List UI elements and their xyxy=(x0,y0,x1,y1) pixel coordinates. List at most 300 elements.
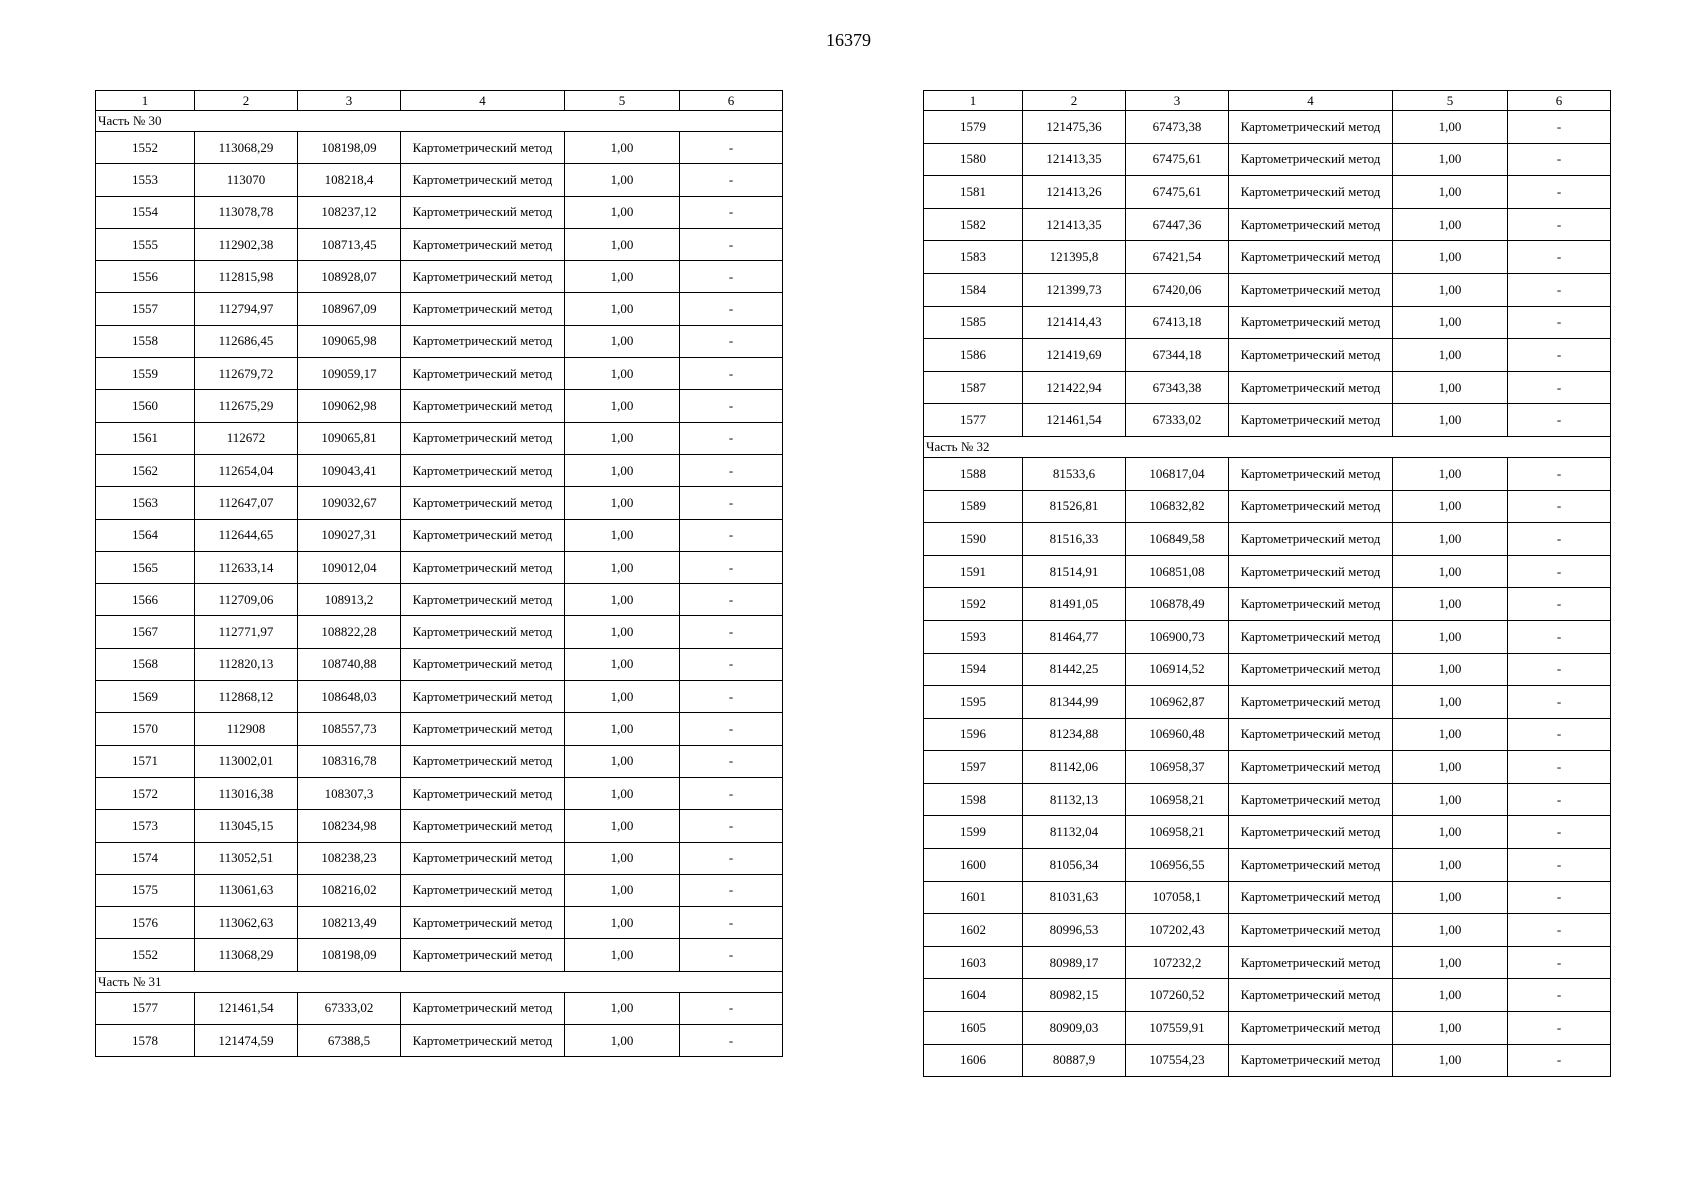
x-coordinate-cell: 113062,63 xyxy=(195,907,298,939)
x-coordinate-cell: 80982,15 xyxy=(1023,979,1126,1012)
description-cell: - xyxy=(680,228,783,260)
accuracy-cell: 1,00 xyxy=(1393,208,1508,241)
y-coordinate-cell: 109027,31 xyxy=(298,519,401,551)
description-cell: - xyxy=(1508,979,1611,1012)
accuracy-cell: 1,00 xyxy=(1393,457,1508,490)
coordinates-table-right xyxy=(923,90,1611,1077)
x-coordinate-cell: 112820,13 xyxy=(195,648,298,680)
point-number-cell: 1558 xyxy=(96,325,195,357)
method-cell: Картометрический метод xyxy=(401,777,565,809)
description-cell: - xyxy=(680,454,783,486)
y-coordinate-cell: 67344,18 xyxy=(1126,339,1229,372)
y-coordinate-cell: 67421,54 xyxy=(1126,241,1229,274)
x-coordinate-cell: 112709,06 xyxy=(195,584,298,616)
description-cell: - xyxy=(1508,946,1611,979)
point-number-cell: 1599 xyxy=(924,816,1023,849)
column-header: 3 xyxy=(298,91,401,111)
description-cell: - xyxy=(1508,371,1611,404)
column-header: 6 xyxy=(1508,91,1611,111)
method-cell: Картометрический метод xyxy=(1229,1044,1393,1077)
description-cell: - xyxy=(680,519,783,551)
accuracy-cell: 1,00 xyxy=(565,992,680,1024)
description-cell: - xyxy=(1508,555,1611,588)
point-number-cell: 1593 xyxy=(924,620,1023,653)
x-coordinate-cell: 81533,6 xyxy=(1023,457,1126,490)
method-cell: Картометрический метод xyxy=(1229,751,1393,784)
description-cell: - xyxy=(1508,686,1611,719)
header-row xyxy=(96,91,783,111)
point-number-cell: 1597 xyxy=(924,751,1023,784)
table-row xyxy=(924,686,1611,719)
y-coordinate-cell: 108237,12 xyxy=(298,196,401,228)
table-row xyxy=(96,777,783,809)
point-number-cell: 1588 xyxy=(924,457,1023,490)
accuracy-cell: 1,00 xyxy=(565,293,680,325)
description-cell: - xyxy=(1508,914,1611,947)
table-row xyxy=(924,143,1611,176)
description-cell: - xyxy=(1508,1044,1611,1077)
accuracy-cell: 1,00 xyxy=(1393,783,1508,816)
x-coordinate-cell: 81514,91 xyxy=(1023,555,1126,588)
accuracy-cell: 1,00 xyxy=(565,777,680,809)
x-coordinate-cell: 121414,43 xyxy=(1023,306,1126,339)
description-cell: - xyxy=(1508,306,1611,339)
table-row xyxy=(924,176,1611,209)
part-heading: Часть № 31 xyxy=(96,971,783,992)
x-coordinate-cell: 113078,78 xyxy=(195,196,298,228)
method-cell: Картометрический метод xyxy=(401,992,565,1024)
table-row xyxy=(924,588,1611,621)
x-coordinate-cell: 121413,26 xyxy=(1023,176,1126,209)
column-header: 2 xyxy=(1023,91,1126,111)
description-cell: - xyxy=(680,358,783,390)
method-cell: Картометрический метод xyxy=(1229,1012,1393,1045)
y-coordinate-cell: 67333,02 xyxy=(1126,404,1229,437)
description-cell: - xyxy=(1508,751,1611,784)
method-cell: Картометрический метод xyxy=(401,164,565,196)
method-cell: Картометрический метод xyxy=(401,293,565,325)
method-cell: Картометрический метод xyxy=(401,584,565,616)
table-row xyxy=(924,653,1611,686)
part-heading-row xyxy=(96,111,783,132)
accuracy-cell: 1,00 xyxy=(1393,653,1508,686)
method-cell: Картометрический метод xyxy=(1229,620,1393,653)
x-coordinate-cell: 121413,35 xyxy=(1023,143,1126,176)
point-number-cell: 1579 xyxy=(924,111,1023,144)
accuracy-cell: 1,00 xyxy=(1393,881,1508,914)
x-coordinate-cell: 113002,01 xyxy=(195,745,298,777)
table-row xyxy=(96,325,783,357)
description-cell: - xyxy=(680,648,783,680)
point-number-cell: 1583 xyxy=(924,241,1023,274)
part-heading-row xyxy=(924,436,1611,457)
description-cell: - xyxy=(680,325,783,357)
part-heading: Часть № 32 xyxy=(924,436,1611,457)
point-number-cell: 1587 xyxy=(924,371,1023,404)
method-cell: Картометрический метод xyxy=(1229,490,1393,523)
point-number-cell: 1568 xyxy=(96,648,195,680)
accuracy-cell: 1,00 xyxy=(565,874,680,906)
y-coordinate-cell: 106956,55 xyxy=(1126,849,1229,882)
method-cell: Картометрический метод xyxy=(401,325,565,357)
table-row xyxy=(96,454,783,486)
x-coordinate-cell: 113045,15 xyxy=(195,810,298,842)
table-row xyxy=(96,681,783,713)
point-number-cell: 1605 xyxy=(924,1012,1023,1045)
y-coordinate-cell: 106958,37 xyxy=(1126,751,1229,784)
point-number-cell: 1582 xyxy=(924,208,1023,241)
method-cell: Картометрический метод xyxy=(1229,143,1393,176)
y-coordinate-cell: 108198,09 xyxy=(298,132,401,164)
x-coordinate-cell: 112644,65 xyxy=(195,519,298,551)
accuracy-cell: 1,00 xyxy=(1393,588,1508,621)
point-number-cell: 1590 xyxy=(924,523,1023,556)
accuracy-cell: 1,00 xyxy=(565,325,680,357)
table-row xyxy=(924,881,1611,914)
method-cell: Картометрический метод xyxy=(401,842,565,874)
description-cell: - xyxy=(1508,208,1611,241)
description-cell: - xyxy=(1508,881,1611,914)
method-cell: Картометрический метод xyxy=(401,939,565,971)
accuracy-cell: 1,00 xyxy=(1393,143,1508,176)
point-number-cell: 1586 xyxy=(924,339,1023,372)
method-cell: Картометрический метод xyxy=(1229,306,1393,339)
point-number-cell: 1589 xyxy=(924,490,1023,523)
accuracy-cell: 1,00 xyxy=(565,584,680,616)
method-cell: Картометрический метод xyxy=(1229,816,1393,849)
part-heading-row xyxy=(96,971,783,992)
description-cell: - xyxy=(1508,816,1611,849)
accuracy-cell: 1,00 xyxy=(565,164,680,196)
column-header: 4 xyxy=(1229,91,1393,111)
y-coordinate-cell: 108913,2 xyxy=(298,584,401,616)
y-coordinate-cell: 106878,49 xyxy=(1126,588,1229,621)
table-body-left xyxy=(96,111,783,1057)
page-number: 16379 xyxy=(826,30,871,50)
x-coordinate-cell: 112686,45 xyxy=(195,325,298,357)
table-row xyxy=(96,874,783,906)
method-cell: Картометрический метод xyxy=(1229,555,1393,588)
accuracy-cell: 1,00 xyxy=(1393,686,1508,719)
table-row xyxy=(924,490,1611,523)
method-cell: Картометрический метод xyxy=(401,422,565,454)
point-number-cell: 1562 xyxy=(96,454,195,486)
method-cell: Картометрический метод xyxy=(401,228,565,260)
description-cell: - xyxy=(680,584,783,616)
x-coordinate-cell: 113068,29 xyxy=(195,939,298,971)
method-cell: Картометрический метод xyxy=(401,261,565,293)
x-coordinate-cell: 81442,25 xyxy=(1023,653,1126,686)
table-row xyxy=(924,816,1611,849)
point-number-cell: 1594 xyxy=(924,653,1023,686)
accuracy-cell: 1,00 xyxy=(1393,1012,1508,1045)
y-coordinate-cell: 108218,4 xyxy=(298,164,401,196)
accuracy-cell: 1,00 xyxy=(565,132,680,164)
table-row xyxy=(924,1012,1611,1045)
column-header: 1 xyxy=(924,91,1023,111)
y-coordinate-cell: 107202,43 xyxy=(1126,914,1229,947)
description-cell: - xyxy=(680,777,783,809)
accuracy-cell: 1,00 xyxy=(565,939,680,971)
table-row xyxy=(96,390,783,422)
table-row xyxy=(96,487,783,519)
description-cell: - xyxy=(680,874,783,906)
accuracy-cell: 1,00 xyxy=(1393,339,1508,372)
table-row xyxy=(924,751,1611,784)
point-number-cell: 1571 xyxy=(96,745,195,777)
point-number-cell: 1552 xyxy=(96,132,195,164)
y-coordinate-cell: 67475,61 xyxy=(1126,143,1229,176)
y-coordinate-cell: 108557,73 xyxy=(298,713,401,745)
table-row xyxy=(96,519,783,551)
method-cell: Картометрический метод xyxy=(1229,404,1393,437)
x-coordinate-cell: 81464,77 xyxy=(1023,620,1126,653)
accuracy-cell: 1,00 xyxy=(565,616,680,648)
method-cell: Картометрический метод xyxy=(401,648,565,680)
accuracy-cell: 1,00 xyxy=(1393,523,1508,556)
y-coordinate-cell: 107058,1 xyxy=(1126,881,1229,914)
y-coordinate-cell: 108648,03 xyxy=(298,681,401,713)
method-cell: Картометрический метод xyxy=(1229,881,1393,914)
x-coordinate-cell: 81234,88 xyxy=(1023,718,1126,751)
y-coordinate-cell: 106849,58 xyxy=(1126,523,1229,556)
point-number-cell: 1569 xyxy=(96,681,195,713)
coordinates-table-left xyxy=(95,90,783,1057)
method-cell: Картометрический метод xyxy=(1229,946,1393,979)
method-cell: Картометрический метод xyxy=(1229,208,1393,241)
table-row xyxy=(924,946,1611,979)
y-coordinate-cell: 109012,04 xyxy=(298,551,401,583)
point-number-cell: 1564 xyxy=(96,519,195,551)
point-number-cell: 1604 xyxy=(924,979,1023,1012)
x-coordinate-cell: 113061,63 xyxy=(195,874,298,906)
accuracy-cell: 1,00 xyxy=(1393,718,1508,751)
x-coordinate-cell: 113068,29 xyxy=(195,132,298,164)
y-coordinate-cell: 108198,09 xyxy=(298,939,401,971)
y-coordinate-cell: 106914,52 xyxy=(1126,653,1229,686)
method-cell: Картометрический метод xyxy=(1229,588,1393,621)
method-cell: Картометрический метод xyxy=(401,358,565,390)
column-header: 1 xyxy=(96,91,195,111)
description-cell: - xyxy=(1508,339,1611,372)
point-number-cell: 1576 xyxy=(96,907,195,939)
point-number-cell: 1553 xyxy=(96,164,195,196)
method-cell: Картометрический метод xyxy=(1229,176,1393,209)
method-cell: Картометрический метод xyxy=(1229,371,1393,404)
table-row xyxy=(924,849,1611,882)
description-cell: - xyxy=(680,164,783,196)
y-coordinate-cell: 67447,36 xyxy=(1126,208,1229,241)
description-cell: - xyxy=(1508,620,1611,653)
description-cell: - xyxy=(680,487,783,519)
y-coordinate-cell: 108967,09 xyxy=(298,293,401,325)
y-coordinate-cell: 107232,2 xyxy=(1126,946,1229,979)
table-row xyxy=(96,261,783,293)
description-cell: - xyxy=(680,261,783,293)
description-cell: - xyxy=(680,713,783,745)
table-row xyxy=(96,584,783,616)
description-cell: - xyxy=(1508,404,1611,437)
point-number-cell: 1560 xyxy=(96,390,195,422)
accuracy-cell: 1,00 xyxy=(1393,555,1508,588)
description-cell: - xyxy=(680,132,783,164)
y-coordinate-cell: 106817,04 xyxy=(1126,457,1229,490)
method-cell: Картометрический метод xyxy=(401,810,565,842)
accuracy-cell: 1,00 xyxy=(1393,111,1508,144)
method-cell: Картометрический метод xyxy=(1229,273,1393,306)
accuracy-cell: 1,00 xyxy=(1393,490,1508,523)
accuracy-cell: 1,00 xyxy=(565,487,680,519)
point-number-cell: 1581 xyxy=(924,176,1023,209)
y-coordinate-cell: 107554,23 xyxy=(1126,1044,1229,1077)
x-coordinate-cell: 112868,12 xyxy=(195,681,298,713)
method-cell: Картометрический метод xyxy=(401,454,565,486)
x-coordinate-cell: 112908 xyxy=(195,713,298,745)
part-heading: Часть № 30 xyxy=(96,111,783,132)
table-row xyxy=(924,523,1611,556)
accuracy-cell: 1,00 xyxy=(1393,306,1508,339)
description-cell: - xyxy=(680,196,783,228)
x-coordinate-cell: 121419,69 xyxy=(1023,339,1126,372)
accuracy-cell: 1,00 xyxy=(1393,620,1508,653)
table-row xyxy=(96,842,783,874)
y-coordinate-cell: 109065,81 xyxy=(298,422,401,454)
table-row xyxy=(96,745,783,777)
column-header: 6 xyxy=(680,91,783,111)
table-row xyxy=(924,620,1611,653)
accuracy-cell: 1,00 xyxy=(565,358,680,390)
description-cell: - xyxy=(680,745,783,777)
method-cell: Картометрический метод xyxy=(1229,979,1393,1012)
y-coordinate-cell: 108713,45 xyxy=(298,228,401,260)
x-coordinate-cell: 121461,54 xyxy=(1023,404,1126,437)
table-row xyxy=(96,907,783,939)
x-coordinate-cell: 81142,06 xyxy=(1023,751,1126,784)
y-coordinate-cell: 108316,78 xyxy=(298,745,401,777)
table-row xyxy=(924,306,1611,339)
point-number-cell: 1598 xyxy=(924,783,1023,816)
method-cell: Картометрический метод xyxy=(1229,849,1393,882)
description-cell: - xyxy=(1508,718,1611,751)
description-cell: - xyxy=(680,992,783,1024)
method-cell: Картометрический метод xyxy=(1229,339,1393,372)
method-cell: Картометрический метод xyxy=(401,551,565,583)
x-coordinate-cell: 81132,13 xyxy=(1023,783,1126,816)
table-row xyxy=(924,783,1611,816)
x-coordinate-cell: 121399,73 xyxy=(1023,273,1126,306)
table-row xyxy=(96,293,783,325)
table-row xyxy=(96,132,783,164)
y-coordinate-cell: 108822,28 xyxy=(298,616,401,648)
table-row xyxy=(924,339,1611,372)
accuracy-cell: 1,00 xyxy=(1393,816,1508,849)
point-number-cell: 1577 xyxy=(96,992,195,1024)
point-number-cell: 1554 xyxy=(96,196,195,228)
method-cell: Картометрический метод xyxy=(401,713,565,745)
x-coordinate-cell: 121413,35 xyxy=(1023,208,1126,241)
accuracy-cell: 1,00 xyxy=(1393,176,1508,209)
method-cell: Картометрический метод xyxy=(401,745,565,777)
x-coordinate-cell: 121395,8 xyxy=(1023,241,1126,274)
x-coordinate-cell: 80989,17 xyxy=(1023,946,1126,979)
x-coordinate-cell: 112815,98 xyxy=(195,261,298,293)
x-coordinate-cell: 121474,59 xyxy=(195,1025,298,1057)
method-cell: Картометрический метод xyxy=(401,487,565,519)
method-cell: Картометрический метод xyxy=(401,907,565,939)
x-coordinate-cell: 81132,04 xyxy=(1023,816,1126,849)
method-cell: Картометрический метод xyxy=(401,519,565,551)
description-cell: - xyxy=(680,293,783,325)
table-row xyxy=(924,979,1611,1012)
x-coordinate-cell: 81491,05 xyxy=(1023,588,1126,621)
table-row xyxy=(924,457,1611,490)
y-coordinate-cell: 108740,88 xyxy=(298,648,401,680)
y-coordinate-cell: 67388,5 xyxy=(298,1025,401,1057)
point-number-cell: 1572 xyxy=(96,777,195,809)
accuracy-cell: 1,00 xyxy=(1393,946,1508,979)
point-number-cell: 1573 xyxy=(96,810,195,842)
y-coordinate-cell: 109032,67 xyxy=(298,487,401,519)
y-coordinate-cell: 106962,87 xyxy=(1126,686,1229,719)
method-cell: Картометрический метод xyxy=(1229,111,1393,144)
table-row xyxy=(924,371,1611,404)
x-coordinate-cell: 80909,03 xyxy=(1023,1012,1126,1045)
table-row xyxy=(96,422,783,454)
method-cell: Картометрический метод xyxy=(1229,718,1393,751)
table-row xyxy=(924,208,1611,241)
description-cell: - xyxy=(680,810,783,842)
point-number-cell: 1555 xyxy=(96,228,195,260)
description-cell: - xyxy=(680,616,783,648)
point-number-cell: 1601 xyxy=(924,881,1023,914)
accuracy-cell: 1,00 xyxy=(565,196,680,228)
accuracy-cell: 1,00 xyxy=(565,810,680,842)
column-header: 5 xyxy=(1393,91,1508,111)
x-coordinate-cell: 112654,04 xyxy=(195,454,298,486)
description-cell: - xyxy=(1508,490,1611,523)
accuracy-cell: 1,00 xyxy=(565,648,680,680)
table-row xyxy=(96,648,783,680)
description-cell: - xyxy=(680,390,783,422)
point-number-cell: 1603 xyxy=(924,946,1023,979)
description-cell: - xyxy=(1508,1012,1611,1045)
y-coordinate-cell: 109043,41 xyxy=(298,454,401,486)
y-coordinate-cell: 108213,49 xyxy=(298,907,401,939)
point-number-cell: 1567 xyxy=(96,616,195,648)
y-coordinate-cell: 107559,91 xyxy=(1126,1012,1229,1045)
method-cell: Картометрический метод xyxy=(1229,653,1393,686)
y-coordinate-cell: 107260,52 xyxy=(1126,979,1229,1012)
x-coordinate-cell: 81526,81 xyxy=(1023,490,1126,523)
x-coordinate-cell: 80887,9 xyxy=(1023,1044,1126,1077)
y-coordinate-cell: 67333,02 xyxy=(298,992,401,1024)
x-coordinate-cell: 81344,99 xyxy=(1023,686,1126,719)
point-number-cell: 1606 xyxy=(924,1044,1023,1077)
table-row xyxy=(96,358,783,390)
y-coordinate-cell: 108928,07 xyxy=(298,261,401,293)
x-coordinate-cell: 112902,38 xyxy=(195,228,298,260)
accuracy-cell: 1,00 xyxy=(1393,1044,1508,1077)
accuracy-cell: 1,00 xyxy=(565,1025,680,1057)
table-row xyxy=(96,616,783,648)
y-coordinate-cell: 106832,82 xyxy=(1126,490,1229,523)
accuracy-cell: 1,00 xyxy=(565,681,680,713)
table-row xyxy=(924,241,1611,274)
x-coordinate-cell: 113016,38 xyxy=(195,777,298,809)
accuracy-cell: 1,00 xyxy=(565,551,680,583)
accuracy-cell: 1,00 xyxy=(565,390,680,422)
x-coordinate-cell: 112633,14 xyxy=(195,551,298,583)
